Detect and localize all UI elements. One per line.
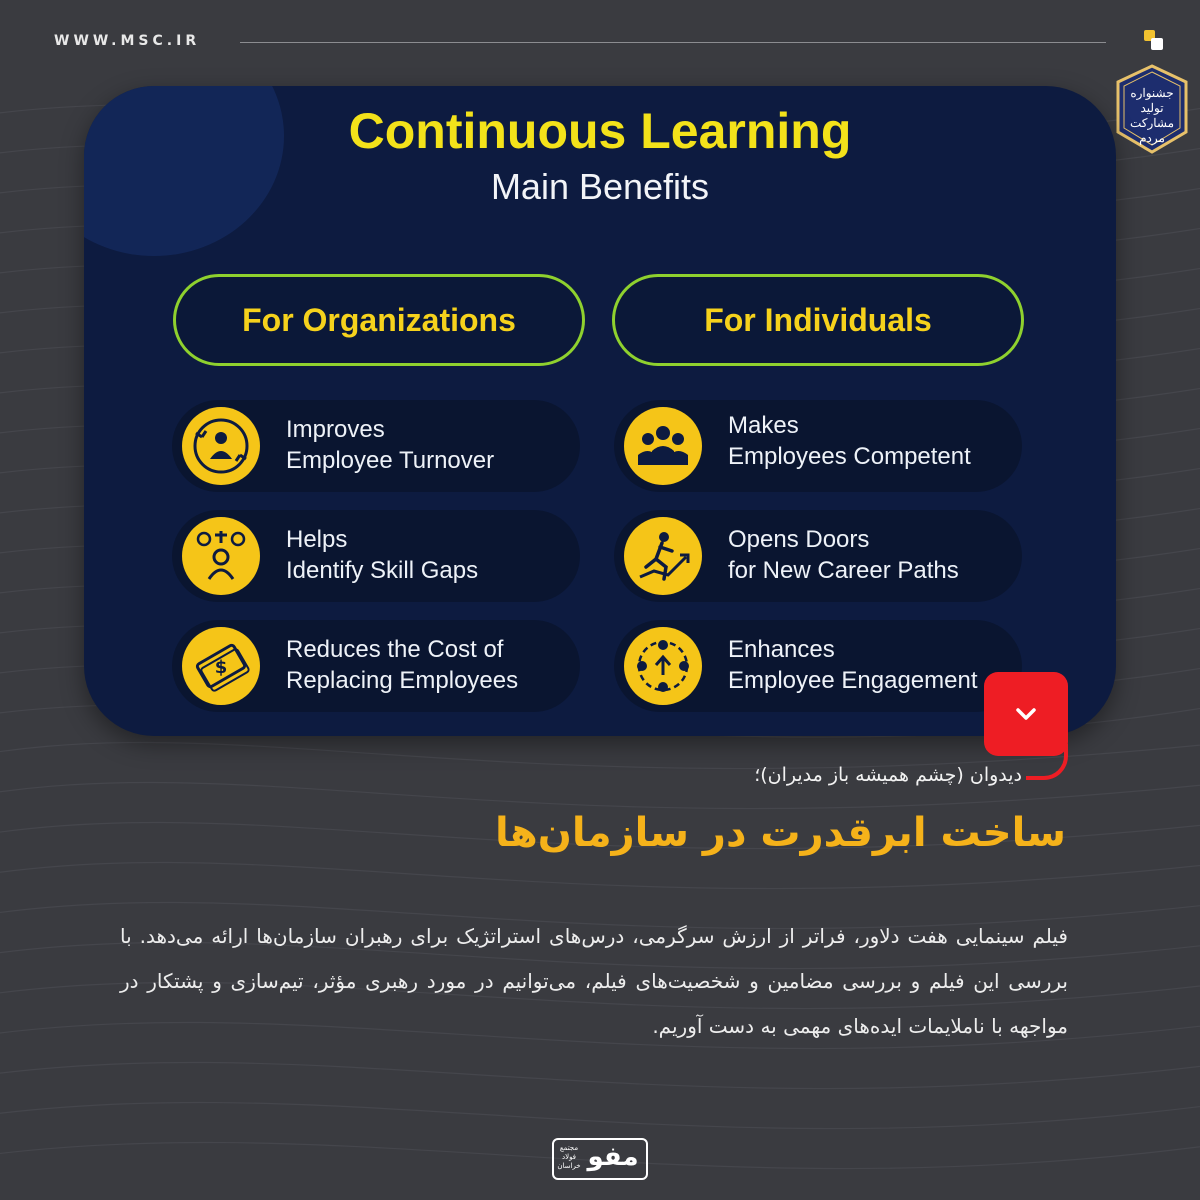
article-title: ساخت ابرقدرت در سازمان‌ها [494, 810, 1066, 856]
team-icon [624, 407, 702, 485]
benefit-item [614, 620, 1022, 712]
benefit-line-2: Identify Skill Gaps [286, 557, 479, 584]
turnover-icon [182, 407, 260, 485]
column-header-organizations: For Organizations [173, 274, 585, 366]
article-body: فیلم سینمایی هفت دلاور، فراتر از ارزش سرگرمی، درس‌های استراتژیک برای رهبران سازمان‌ها ارائه می‌دهد. با بررسی این فیلم و بررسی مضامین و شخصیت‌های فیلم، می‌توانیم در مورد رهبری مؤثر، تیم‌سازی و پشتکار در مواجهه با ناملایمات ایده‌های مهمی به دست آوریم. [120, 924, 1068, 1038]
benefit-line-1: Reduces the Cost of [286, 636, 504, 663]
footer-logo-subtext: مجتمع فولاد خراسان [557, 1144, 581, 1170]
card-title: Continuous Learning [348, 103, 852, 159]
benefit-item [172, 620, 580, 712]
benefit-line-1: Makes [728, 412, 799, 439]
chevron-down-icon [1014, 706, 1038, 722]
career-icon [624, 517, 702, 595]
footer-logo-word: مفو [587, 1142, 639, 1172]
benefit-item [614, 400, 1022, 492]
benefit-item [172, 400, 580, 492]
infographic-card [84, 86, 1116, 736]
skill-gaps-icon [182, 517, 260, 595]
site-url[interactable]: WWW.MSC.IR [54, 33, 201, 49]
brand-mark-icon [1144, 30, 1166, 54]
benefit-line-1: Helps [286, 526, 348, 553]
expand-badge-button[interactable] [984, 672, 1068, 756]
benefit-line-1: Enhances [728, 636, 835, 663]
benefit-line-2: Employees Competent [728, 443, 971, 470]
header-divider [240, 42, 1106, 43]
benefit-line-2: Employee Engagement [728, 667, 978, 694]
emblem-text: جشنواره تولید مشارکت مردم [1129, 86, 1175, 145]
engagement-icon [624, 627, 702, 705]
benefit-item [172, 510, 580, 602]
benefit-item [614, 510, 1022, 602]
benefit-line-1: Opens Doors [728, 526, 870, 553]
card-subtitle: Main Benefits [490, 166, 710, 207]
article-kicker: دیدوان (چشم همیشه باز مدیران)؛ [754, 764, 1022, 786]
column-header-individuals: For Individuals [612, 274, 1024, 366]
footer-logo [552, 1138, 648, 1180]
benefit-line-1: Improves [286, 416, 385, 443]
benefit-line-2: Employee Turnover [286, 447, 495, 474]
benefit-line-2: for New Career Paths [728, 557, 959, 584]
svg-text:$: $ [214, 657, 228, 678]
benefit-line-2: Replacing Employees [286, 667, 519, 694]
money-icon [182, 627, 260, 705]
